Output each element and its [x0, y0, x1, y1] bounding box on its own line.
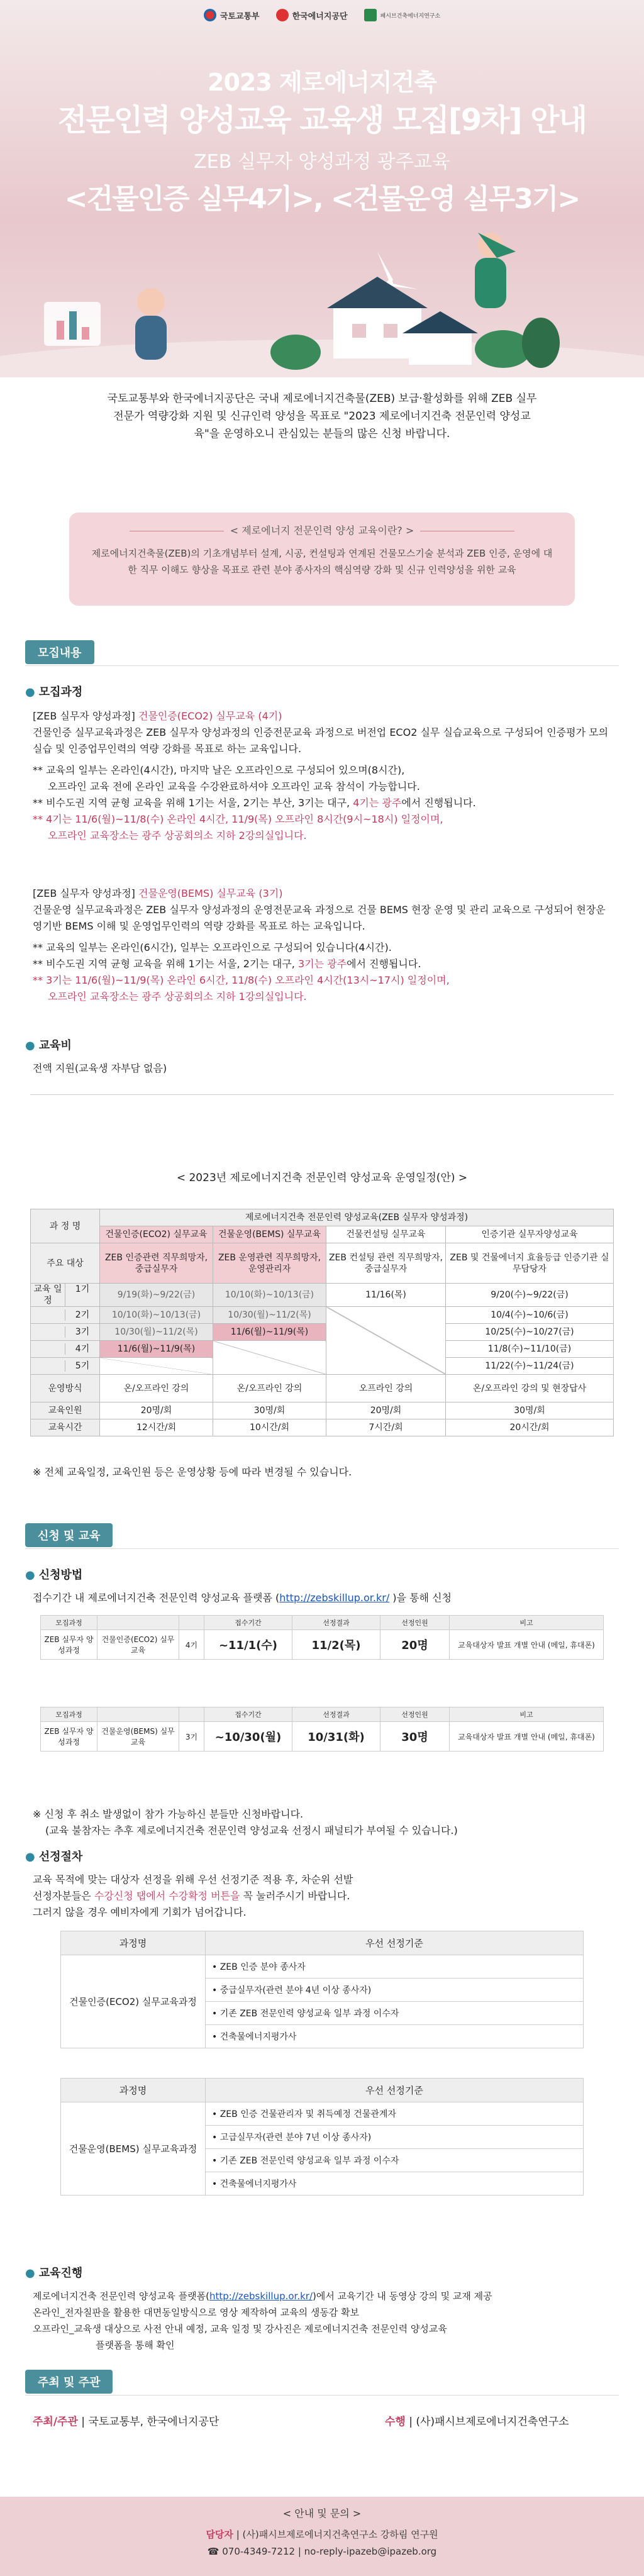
eco2-note: ** 4기는 11/6(월)~11/8(수) 온라인 4시간, 11/9(목) 오프라인 8시간(9시~18시) 일정이며, — [33, 813, 443, 825]
footer-phone: ☎ 070-4349-7212 | no-reply-ipazeb@ipazeb.org — [207, 2546, 437, 2557]
sched-cell: 11/6(월)~11/9(목) — [213, 1324, 326, 1341]
process-run-title: ● 교육진행 — [25, 2267, 83, 2280]
target-cell: ZEB 인증관련 직무희망자, 중급실무자 — [100, 1243, 213, 1284]
people-label: 교육인원 — [31, 1402, 100, 1419]
divider — [25, 1548, 619, 1549]
method-cell: 온/오프라인 강의 — [213, 1375, 326, 1402]
hours-cell: 10시간/회 — [213, 1419, 326, 1436]
bems-note: ** 교육의 일부는 온라인(6시간), 일부는 오프라인으로 구성되어 있습니다(4시간). — [33, 941, 392, 953]
sched-cell: 11/6(월)~11/9(목) — [100, 1341, 213, 1358]
method-cell: 온/오프라인 강의 및 현장답사 — [446, 1375, 614, 1402]
sched-cell: 10/30(월)~11/2(목) — [213, 1307, 326, 1324]
sched-cell: 11/22(수)~11/24(금) — [446, 1358, 614, 1375]
schedule-title: < 2023년 제로에너지건축 전문인력 양성교육 운영일정(안) > — [176, 1172, 468, 1184]
logo-kea: 한국에너지공단 — [276, 9, 348, 21]
hero-illustration — [0, 208, 644, 377]
sched-cell: 11/8(수)~11/10(금) — [446, 1341, 614, 1358]
apply-method-title: ● 신청방법 — [25, 1568, 83, 1582]
bems-note: 오프라인 교육장소는 광주 상공회의소 지하 1강의실입니다. — [48, 991, 307, 1002]
sched-cell: 9/20(수)~9/22(금) — [446, 1284, 614, 1307]
target-cell: ZEB 컨설팅 관련 직무희망자, 중급실무자 — [326, 1243, 446, 1284]
section-tag-host: 주최 및 주관 — [25, 2370, 113, 2394]
eco2-note: ** 비수도권 지역 균형 교육을 위해 1기는 서울, 2기는 부산, 3기는 대구, 4기는 광주에서 진행됩니다. — [33, 797, 476, 809]
eco2-note: ** 교육의 일부는 온라인(4시간), 마지막 날은 오프라인으로 구성되어 있으며(8시간), — [33, 764, 405, 776]
hours-cell: 7시간/회 — [326, 1419, 446, 1436]
kea-logo-icon — [276, 9, 289, 21]
sched-cell-empty — [213, 1341, 326, 1375]
ipazeb-logo-icon — [364, 9, 377, 21]
logo-bar — [0, 9, 644, 21]
eco2-note: 오프라인 교육장소는 광주 상공회의소 지하 2강의실입니다. — [48, 830, 307, 841]
eco2-desc: 건물인증 실무교육과정은 ZEB 실무자 양성과정의 인증전문교육 과정으로 버전업 ECO2 실무 실습교육으로 구성되어 인증평가 모의실습 및 인증업무인력의 역량 강화를 목표로 하는 교육입니다. — [33, 726, 609, 755]
hours-label: 교육시간 — [31, 1419, 100, 1436]
bullet-icon: ● — [25, 1039, 35, 1052]
course-eco2: 건물인증(ECO2) 실무교육 — [100, 1226, 213, 1243]
sched-cell: 10/4(수)~10/6(금) — [446, 1307, 614, 1324]
schedule-header: 제로에너지건축 전문인력 양성교육(ZEB 실무자 양성과정) — [100, 1209, 614, 1226]
sched-label-cell: 5기 — [31, 1358, 100, 1375]
people-cell: 20명/회 — [326, 1402, 446, 1419]
about-body: 제로에너지건축물(ZEB)의 기초개념부터 설계, 시공, 컨설팅과 연계된 건물모스기술 분석과 ZEB 인증, 운영에 대한 직무 이해도 향상을 목표로 관련 분야 종사자의 핵심역량 강화 및 신규 인력양성을 위한 교육 — [91, 548, 553, 575]
schedule-header: 과 정 명 — [31, 1209, 100, 1243]
bullet-icon: ● — [25, 1850, 35, 1863]
hero-banner — [0, 0, 644, 377]
section-tag-apply: 신청 및 교육 — [25, 1523, 113, 1547]
sched-cell: 10/10(화)~10/13(금) — [213, 1284, 326, 1307]
target-cell: ZEB 및 건물에너지 효율등급 인증기관 실무담당자 — [446, 1243, 614, 1284]
logo-ipazeb: 패시브건축에너지연구소 — [364, 9, 441, 21]
sched-cell: 11/16(목) — [326, 1284, 446, 1307]
about-box — [69, 513, 575, 606]
sched-label-cell: 교육 일정 1기 — [31, 1284, 100, 1307]
eco2-block — [33, 708, 611, 844]
sched-cell: 10/10(화)~10/13(금) — [100, 1307, 213, 1324]
bems-title: [ZEB 실무자 양성과정] 건물운영(BEMS) 실무교육 (3기) — [33, 887, 283, 899]
target-label: 주요 대상 — [31, 1243, 100, 1284]
apply-table-eco2: 모집과정 접수기간 선정결과 선정인원 비고 ZEB 실무자 양성과정 건물인증(ECO2) 실무교육 4기 ~11/1(수) 11/2(목) 20명 교육대상자 발표 개별 안내 (메일, 휴대폰) — [40, 1615, 604, 1660]
bullet-icon: ● — [25, 1568, 35, 1582]
exec-line: 수행 | (사)패시브제로에너지건축연구소 — [385, 2416, 569, 2428]
platform-link[interactable]: http://zebskillup.or.kr/ — [279, 1592, 390, 1604]
host-line: 주최/주관 | 국토교통부, 한국에너지공단 — [33, 2416, 219, 2428]
sched-label-cell: 4기 — [31, 1341, 100, 1358]
molit-logo-icon — [204, 9, 216, 21]
footer-email[interactable]: no-reply-ipazeb@ipazeb.org — [304, 2546, 437, 2557]
course-bems: 건물운영(BEMS) 실무교육 — [213, 1226, 326, 1243]
hero-title-1: 2023 제로에너지건축 — [208, 69, 436, 96]
about-title: < 제로에너지 전문인력 양성 교육이란? > — [88, 523, 556, 539]
target-cell: ZEB 운영관련 직무희망자, 운영관리자 — [213, 1243, 326, 1284]
phone-icon: ☎ — [207, 2546, 219, 2557]
people-cell: 30명/회 — [446, 1402, 614, 1419]
method-cell: 온/오프라인 강의 — [100, 1375, 213, 1402]
house-icon — [327, 277, 428, 308]
section-tag-recruit: 모집내용 — [25, 640, 94, 664]
eco2-note: 오프라인 교육 전에 온라인 교육을 수강완료하셔야 오프라인 교육 참석이 가능합니다. — [48, 780, 420, 792]
bems-block — [33, 886, 611, 1005]
fee-title: ● 교육비 — [25, 1039, 72, 1052]
sched-cell: 10/25(수)~10/27(금) — [446, 1324, 614, 1341]
select-text: 교육 목적에 맞는 대상자 선정을 위해 우선 선정기준 적용 후, 차순위 선발 선정자분들은 수강신청 탭에서 수강확정 버튼을 꼭 눌러주시기 바랍니다. 그러지 않을 경우 예비자에게 기회가 넘어갑니다. — [33, 1874, 353, 1918]
bullet-icon: ● — [25, 686, 35, 699]
footer-contact: 담당자 | (사)패시브제로에너지건축연구소 강하림 연구원 — [206, 2529, 438, 2540]
sched-cell-empty — [100, 1358, 213, 1375]
hero-title-3: ZEB 실무자 양성과정 광주교육 — [194, 151, 450, 173]
eco2-title: [ZEB 실무자 양성과정] 건물인증(ECO2) 실무교육 (4기) — [33, 710, 282, 722]
platform-link[interactable]: http://zebskillup.or.kr/ — [209, 2290, 313, 2302]
people-cell: 20명/회 — [100, 1402, 213, 1419]
bems-note: ** 비수도권 지역 균형 교육을 위해 1기는 서울, 2기는 대구, 3기는 광주에서 진행됩니다. — [33, 958, 421, 970]
divider — [25, 2395, 619, 2396]
logo-molit: 국토교통부 — [204, 9, 260, 21]
course-consult: 건물컨설팅 실무교육 — [326, 1226, 446, 1243]
sched-cell-empty — [326, 1307, 446, 1375]
fee-text: 전액 지원(교육생 자부담 없음) — [33, 1062, 167, 1074]
sched-label-cell: 3기 — [31, 1324, 100, 1341]
footer-title: < 안내 및 문의 > — [282, 2507, 362, 2519]
bems-note: ** 3기는 11/6(월)~11/9(목) 온라인 6시간, 11/8(수) 오프라인 4시간(13시~17시) 일정이며, — [33, 974, 450, 986]
divider — [30, 1094, 614, 1095]
people-cell: 30명/회 — [213, 1402, 326, 1419]
bullet-icon: ● — [25, 2267, 35, 2280]
hours-cell: 20시간/회 — [446, 1419, 614, 1436]
method-cell: 오프라인 강의 — [326, 1375, 446, 1402]
schedule-note: ※ 전체 교육일정, 교육인원 등은 운영상황 등에 따라 변경될 수 있습니다. — [33, 1466, 352, 1478]
cancel-note: ※ 신청 후 취소 발생없이 참가 가능하신 분들만 신청바랍니다. (교육 불참자는 추후 제로에너지건축 전문인력 양성교육 선정시 패널티가 부여될 수 있습니다.) — [33, 1808, 458, 1836]
hero-title-4: <건물인증 실무4기>, <건물운영 실무3기> — [64, 183, 580, 215]
apply-method-text: 접수기간 내 제로에너지건축 전문인력 양성교육 플랫폼 (http://zebskillup.or.kr/ )을 통해 신청 — [33, 1592, 452, 1604]
sched-label-cell: 2기 — [31, 1307, 100, 1324]
footer — [0, 2497, 644, 2576]
intro-text: 국토교통부와 한국에너지공단은 국내 제로에너지건축물(ZEB) 보급·활성화를 위해 ZEB 실무전문가 역량강화 지원 및 신규인력 양성을 목표로 "2023 제로에너지건축 전문인력 양성교육"을 운영하오니 관심있는 분들의 많은 신청 바랍니다. — [107, 392, 537, 440]
select-title: ● 선정절차 — [25, 1850, 83, 1863]
hero-title-2: 전문인력 양성교육 교육생 모집[9차] 안내 — [57, 103, 586, 138]
hours-cell: 12시간/회 — [100, 1419, 213, 1436]
apply-table-bems: 모집과정 접수기간 선정결과 선정인원 비고 ZEB 실무자 양성과정 건물운영(BEMS) 실무교육 3기 ~10/30(월) 10/31(화) 30명 교육대상자 발표 개별 안내 (메일, 휴대폰) — [40, 1707, 604, 1752]
divider — [25, 665, 619, 666]
sched-cell: 9/19(화)~9/22(금) — [100, 1284, 213, 1307]
schedule-table — [30, 1209, 614, 1436]
criteria-table-eco2: 과정명 우선 선정기준 건물인증(ECO2) 실무교육과정 • ZEB 인증 분야 종사자 • 중급실무자(관련 분야 4년 이상 종사자) • 기존 ZEB 전문인력 양성교육 일부 과정 이수자 • 건축물에너지평가사 — [60, 1931, 584, 2048]
criteria-table-bems: 과정명 우선 선정기준 건물운영(BEMS) 실무교육과정 • ZEB 인증 건물관리자 및 취득예정 건물관계자 • 고급실무자(관련 분야 7년 이상 종사자) • 기존 ZEB 전문인력 양성교육 일부 과정 이수자 • 건축물에너지평가사 — [60, 2078, 584, 2196]
process-run-text: 제로에너지건축 전문인력 양성교육 플랫폼(http://zebskillup.or.kr/)에서 교육기간 내 동영상 강의 및 교재 제공 온라인_전자칠판을 활용한 대면동일방식으로 영상 제작하여 교육의 생동감 확보 오프라인_교육생 대상으로 사전 안내 예정, 교육 일정 및 강사진은 제로에너지건축 전문인력 양성교육 플랫폼을 통해 확인 — [33, 2290, 492, 2351]
sched-cell: 10/30(월)~11/2(목) — [100, 1324, 213, 1341]
process-title: ● 모집과정 — [25, 686, 83, 699]
course-cert: 인증기관 실무자양성교육 — [446, 1226, 614, 1243]
bems-desc: 건물운영 실무교육과정은 ZEB 실무자 양성과정의 운영전문교육 과정으로 건물 BEMS 현장 운영 및 관리 교육으로 구성되어 현장운영기반 BEMS 이해 및 운영업무인력의 역량 강화를 목표로 하는 교육입니다. — [33, 904, 606, 932]
method-label: 운영방식 — [31, 1375, 100, 1402]
person-left-icon — [137, 288, 165, 316]
